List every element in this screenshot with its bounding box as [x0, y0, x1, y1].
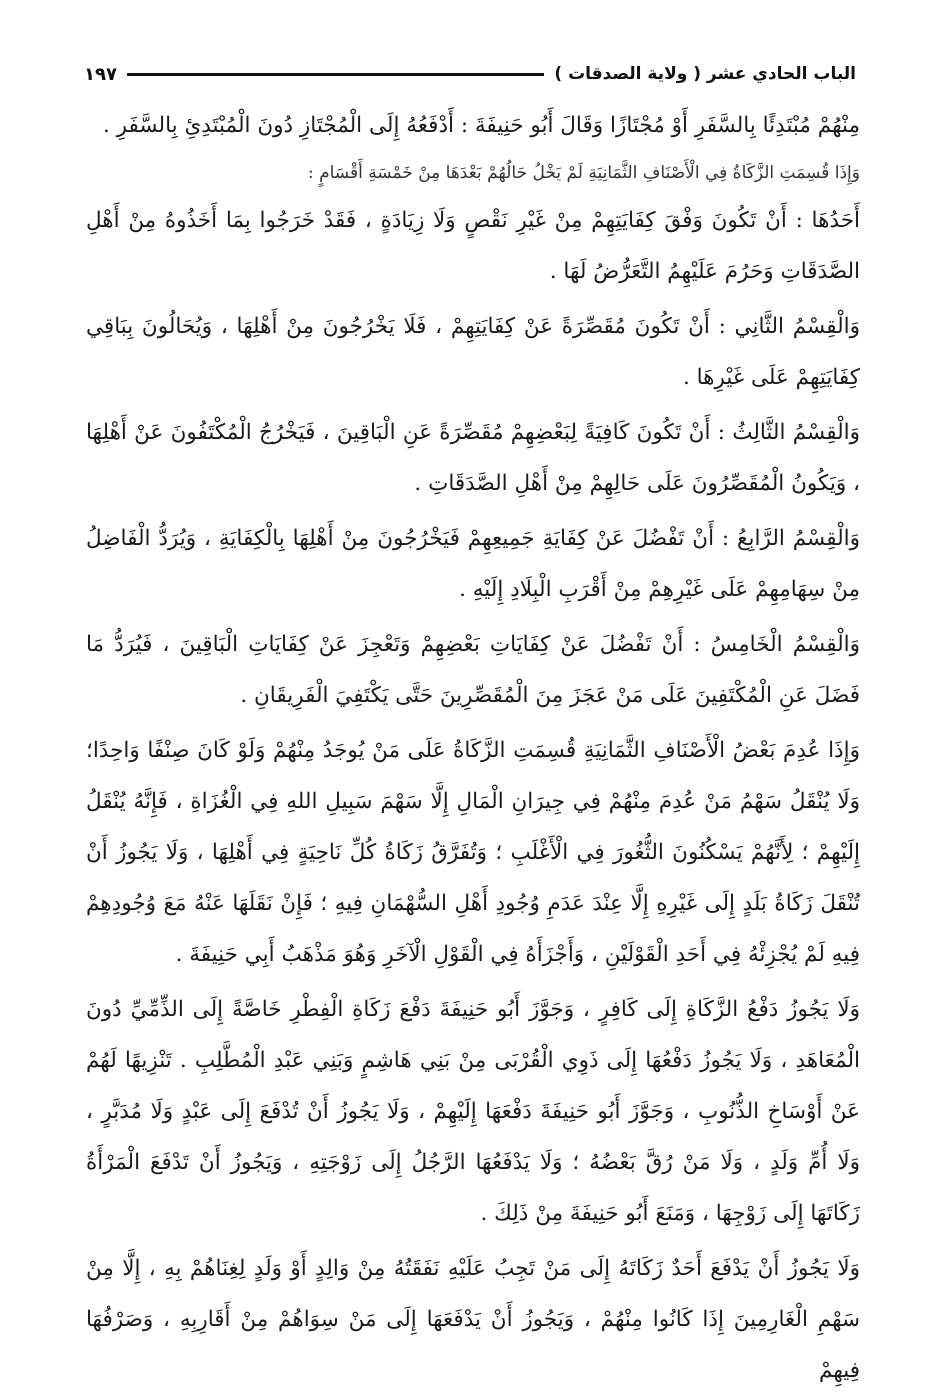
paragraph: وَإِذَا عُدِمَ بَعْضُ الْأَصْنَافِ الثَّمَانِيَةِ قُسِمَتِ الزَّكَاةُ عَلَى مَنْ يُوجَدُ مِنْهُمْ وَلَوْ كَانَ صِنْفًا وَاحِدًا؛ وَلَا يُنْقَلُ سَهْمُ مَنْ عُدِمَ مِنْهُمْ فِي جِيرَانِ الْمَالِ إِلَّا سَهْمَ سَبِيلِ اللهِ فِي الْغُزَاةِ ، فَإِنَّهُ يُنْقَلُ إِلَيْهِمْ ؛ لِأَنَّهُمْ يَسْكُنُونَ الثُّغُورَ فِي الْأَغْلَبِ ؛ وَتُفَرَّقُ زَكَاةُ كُلِّ نَاحِيَةٍ فِي أَهْلِهَا ، وَلَا يَجُوزُ أَنْ تُنْقَلَ زَكَاةُ بَلَدٍ إِلَى غَيْرِهِ إِلَّا عِنْدَ عَدَمِ وُجُودِ أَهْلِ السُّهْمَانِ فِيهِ ؛ فَإِنْ نَقَلَهَا عَنْهُ مَعَ وُجُودِهِمْ فِيهِ لَمْ يُجْزِئْهُ فِي أَحَدِ الْقَوْلَيْنِ ، وَأَجْزَأَهُ فِي الْقَوْلِ الْآخَرِ وَهُوَ مَذْهَبُ أَبِي حَنِيفَةَ .	[86, 738, 860, 967]
paragraph: أَحَدُهَا : أَنْ تَكُونَ وَفْقَ كِفَايَتِهِمْ مِنْ غَيْرِ نَقْصٍ وَلَا زِيَادَةٍ ، فَقَدْ خَرَجُوا بِمَا أَخَذُوهُ مِنْ أَهْلِ الصَّدَقَاتِ وَحَرُمَ عَلَيْهِمُ التَّعَرُّضُ لَهَا .	[86, 208, 860, 284]
paragraph: وَلَا يَجُوزُ أَنْ يَدْفَعَ أَحَدٌ زَكَاتَهُ إِلَى مَنْ تَجِبُ عَلَيْهِ نَفَقَتُهُ مِنْ وَالِدٍ أَوْ وَلَدٍ لِغِنَاهُمْ بِهِ ، إِلَّا مِنْ سَهْمِ الْغَارِمِينَ إِذَا كَانُوا مِنْهُمْ ، وَيَجُوزُ أَنْ يَدْفَعَهَا إِلَى مَنْ سِوَاهُمْ مِنْ أَقَارِبِهِ ، وَصَرْفُهَا فِيهِمْ	[86, 1256, 860, 1383]
body-text	[86, 100, 860, 1400]
header-rule	[127, 73, 544, 76]
running-head: الباب الحادي عشر ( ولاية الصدقات )	[554, 64, 856, 84]
paragraph: وَالْقِسْمُ الثَّالِثُ : أَنْ تَكُونَ كَافِيَةً لِبَعْضِهِمْ مُقَصِّرَةً عَنِ الْبَاقِينَ ، فَيَخْرُجُ الْمُكْتَفُونَ عَنْ أَهْلِهَا ، وَيَكُونُ الْمُقَصِّرُونَ عَلَى حَالِهِمْ مِنْ أَهْلِ الصَّدَقَاتِ .	[86, 420, 860, 496]
paragraph: وَالْقِسْمُ الرَّابِعُ : أَنْ تَفْضُلَ عَنْ كِفَايَةِ جَمِيعِهِمْ فَيَخْرُجُونَ مِنْ أَهْلِهَا بِالْكِفَايَةِ ، وَيُرَدُّ الْفَاضِلُ مِنْ سِهَامِهِمْ عَلَى غَيْرِهِمْ مِنْ أَقْرَبِ الْبِلَادِ إِلَيْهِ .	[86, 526, 860, 602]
paragraph: وَلَا يَجُوزُ دَفْعُ الزَّكَاةِ إِلَى كَافِرٍ ، وَجَوَّزَ أَبُو حَنِيفَةَ دَفْعَ زَكَاةِ الْفِطْرِ خَاصَّةً إِلَى الذِّمِّيِّ دُونَ الْمُعَاهَدِ ، وَلَا يَجُوزُ دَفْعُهَا إِلَى ذَوِي الْقُرْبَى مِنْ بَنِي هَاشِمٍ وَبَنِي عَبْدِ الْمُطَّلِبِ . تَنْزِيهًا لَهُمْ عَنْ أَوْسَاخِ الذُّنُوبِ ، وَجَوَّزَ أَبُو حَنِيفَةَ دَفْعَهَا إِلَيْهِمْ ، وَلَا يَجُوزُ أَنْ تُدْفَعَ إِلَى عَبْدٍ وَلَا مُدَبَّرٍ ، وَلَا أُمِّ وَلَدٍ ، وَلَا مَنْ رُقَّ بَعْضُهُ ؛ وَلَا يَدْفَعُهَا الرَّجُلُ إِلَى زَوْجَتِهِ ، وَيَجُوزُ أَنْ تَدْفَعَ الْمَرْأَةُ زَكَاتَهَا إِلَى زَوْجِهَا ، وَمَنَعَ أَبُو حَنِيفَةَ مِنْ ذَلِكَ .	[86, 997, 860, 1226]
page-header	[84, 56, 856, 92]
page-number: ١٩٧	[84, 63, 117, 85]
paragraph: وَالْقِسْمُ الثَّانِي : أَنْ تَكُونَ مُقَصِّرَةً عَنْ كِفَايَتِهِمْ ، فَلَا يَخْرُجُونَ مِنْ أَهْلِهَا ، وَيُحَالُونَ بِبَاقِي كِفَايَتِهِمْ عَلَى غَيْرِهَا .	[86, 314, 860, 390]
paragraph: وَالْقِسْمُ الْخَامِسُ : أَنْ تَفْضُلَ عَنْ كِفَايَاتِ بَعْضِهِمْ وَتَعْجِزَ عَنْ كِفَايَاتِ الْبَاقِينَ ، فَيُرَدُّ مَا فَضَلَ عَنِ الْمُكْتَفِينَ عَلَى مَنْ عَجَزَ مِنَ الْمُقَصِّرِينَ حَتَّى يَكْتَفِيَ الْفَرِيقَانِ .	[86, 632, 860, 708]
paragraph: مِنْهُمْ مُبْتَدِئًا بِالسَّفَرِ أَوْ مُجْتَازًا وَقَالَ أَبُو حَنِيفَةَ : أَدْفَعُهُ إِلَى الْمُجْتَازِ دُونَ الْمُبْتَدِئِ بِالسَّفَرِ .	[102, 113, 860, 138]
paragraph: وَإِذَا قُسِمَتِ الزَّكَاةُ فِي الْأَصْنَافِ الثَّمَانِيَةِ لَمْ يَخْلُ حَالُهُمْ بَعْدَهَا مِنْ خَمْسَةِ أَقْسَامٍ :	[307, 163, 860, 183]
